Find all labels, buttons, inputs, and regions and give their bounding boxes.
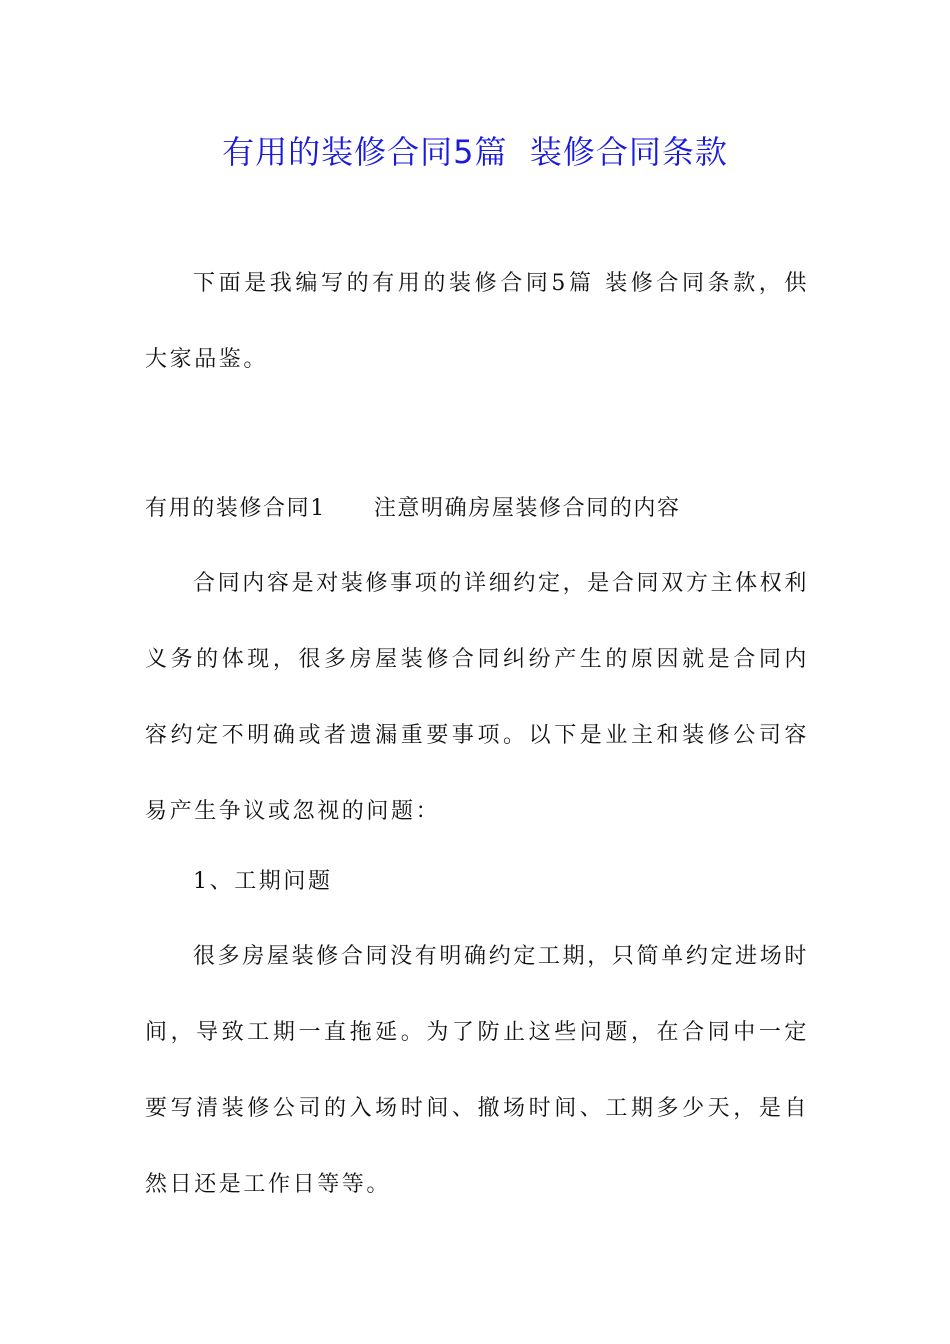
list-item-1: 1、工期问题 <box>193 869 333 894</box>
intro-paragraph: 下面是我编写的有用的装修合同5篇 装修合同条款，供大家品鉴。 <box>145 271 809 372</box>
body-paragraph-1: 合同内容是对装修事项的详细约定，是合同双方主体权利义务的体现，很多房屋装修合同纠纷产生的原因就是合同内容约定不明确或者遗漏重要事项。以下是业主和装修公司容易产生争议或忽视的问题： <box>145 571 809 824</box>
section-heading-text: 注意明确房屋装修合同的内容 <box>373 496 681 521</box>
document-title: 有用的装修合同5篇 装修合同条款 <box>222 133 728 171</box>
section-label: 有用的装修合同1 <box>145 496 326 521</box>
body-paragraph-2: 很多房屋装修合同没有明确约定工期，只简单约定进场时间，导致工期一直拖延。为了防止这些问题，在合同中一定要写清装修公司的入场时间、撤场时间、工期多少天，是自然日还是工作日等等。 <box>145 944 809 1197</box>
section-heading <box>145 471 809 547</box>
